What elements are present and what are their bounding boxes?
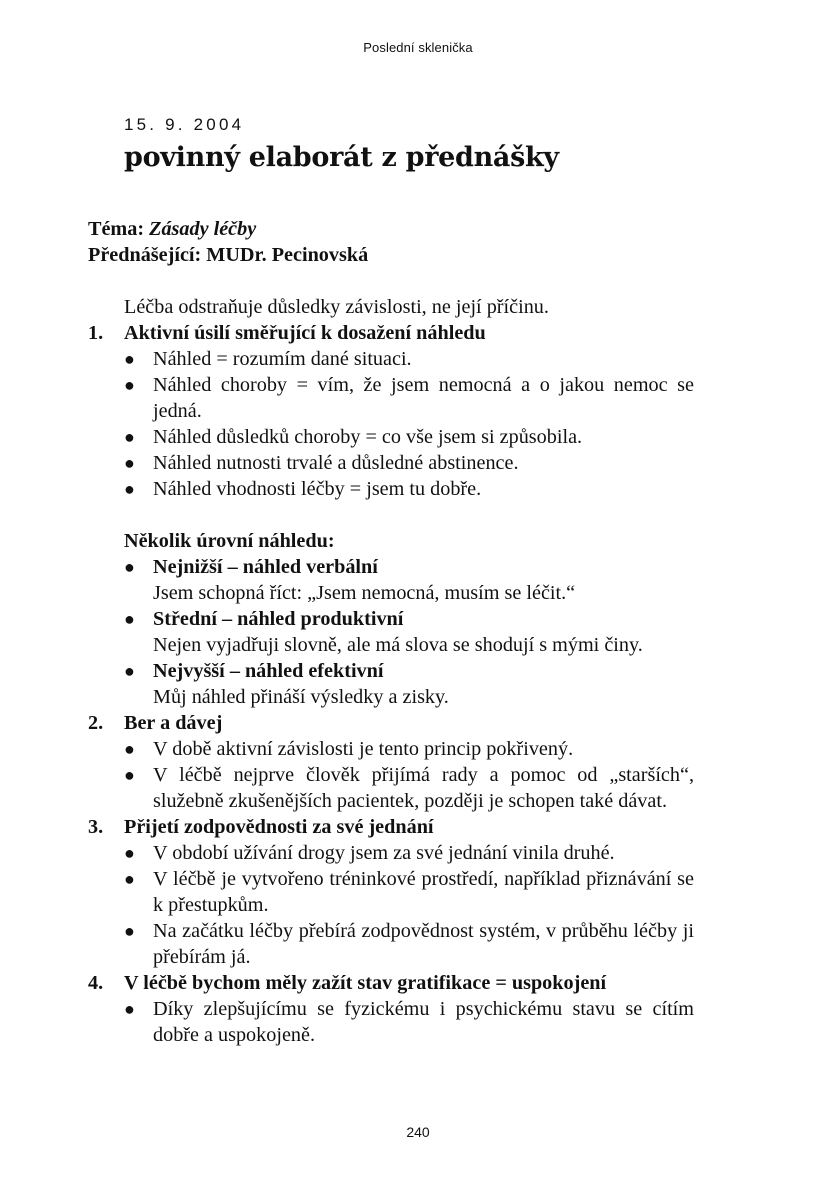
bullet-icon: ● bbox=[124, 661, 135, 681]
list-item bbox=[88, 736, 694, 762]
bullet-icon: ● bbox=[124, 999, 135, 1019]
bullet-icon: ● bbox=[124, 843, 135, 863]
level-name: Nejvyšší – náhled efektivní bbox=[153, 660, 384, 682]
list-item bbox=[88, 346, 694, 372]
list-item-text: Náhled nutnosti trvalé a důsledné abstinence. bbox=[153, 452, 519, 474]
entry-title: povinný elaborát z přednášky bbox=[124, 142, 559, 173]
topic-line bbox=[88, 216, 694, 242]
section-title: Přijetí zodpovědnosti za své jednání bbox=[124, 816, 434, 838]
list-item bbox=[88, 372, 694, 424]
level-name: Nejnižší – náhled verbální bbox=[153, 556, 378, 578]
level-name: Střední – náhled produktivní bbox=[153, 608, 404, 630]
list-item-text: V léčbě je vytvořeno tréninkové prostředí, například přiznávání se k přestupkům. bbox=[153, 868, 694, 916]
section-heading bbox=[88, 814, 694, 840]
section-heading bbox=[88, 710, 694, 736]
section-number: 1. bbox=[88, 322, 104, 344]
list-item-text: Díky zlepšujícímu se fyzickému i psychickému stavu se cítím dobře a uspokojeně. bbox=[153, 998, 694, 1046]
level-description: Můj náhled přináší výsledky a zisky. bbox=[153, 686, 449, 708]
level-description: Jsem schopná říct: „Jsem nemocná, musím se léčit.“ bbox=[153, 582, 576, 604]
bullet-icon: ● bbox=[124, 453, 135, 473]
level-item bbox=[88, 554, 694, 580]
section-heading bbox=[88, 320, 694, 346]
bullet-icon: ● bbox=[124, 609, 135, 629]
lecturer-line bbox=[88, 242, 694, 268]
list-item-text: V období užívání drogy jsem za své jednání vinila druhé. bbox=[153, 842, 615, 864]
intro-paragraph: Léčba odstraňuje důsledky závislosti, ne její příčinu. bbox=[124, 296, 549, 318]
list-item bbox=[88, 840, 694, 866]
list-item-text: Náhled důsledků choroby = co vše jsem si způsobila. bbox=[153, 426, 583, 448]
section-title: Ber a dávej bbox=[124, 712, 223, 734]
section-title: Aktivní úsilí směřující k dosažení náhledu bbox=[124, 322, 486, 344]
list-item bbox=[88, 476, 694, 502]
bullet-icon: ● bbox=[124, 739, 135, 759]
bullet-icon: ● bbox=[124, 349, 135, 369]
page-number: 240 bbox=[406, 1124, 430, 1140]
subsection-heading: Několik úrovní náhledu: bbox=[124, 530, 335, 552]
list-item bbox=[88, 450, 694, 476]
section-number: 2. bbox=[88, 712, 104, 734]
section-number: 3. bbox=[88, 816, 104, 838]
level-description: Nejen vyjadřuji slovně, ale má slova se shodují s mými činy. bbox=[153, 634, 643, 656]
bullet-icon: ● bbox=[124, 557, 135, 577]
list-item-text: Náhled = rozumím dané situaci. bbox=[153, 348, 412, 370]
bullet-icon: ● bbox=[124, 765, 135, 785]
section-title: V léčbě bychom měly zažít stav gratifikace = uspokojení bbox=[124, 972, 607, 994]
bullet-icon: ● bbox=[124, 479, 135, 499]
list-item bbox=[88, 866, 694, 918]
bullet-icon: ● bbox=[124, 921, 135, 941]
topic-label: Téma: bbox=[88, 218, 145, 240]
bullet-icon: ● bbox=[124, 869, 135, 889]
list-item-text: V léčbě nejprve člověk přijímá rady a pomoc od „starších“, služebně zkušenějších pacientek, později je schopen také dávat. bbox=[153, 764, 694, 812]
list-item bbox=[88, 918, 694, 970]
bullet-icon: ● bbox=[124, 375, 135, 395]
lecturer-label: Přednášející: bbox=[88, 244, 202, 266]
section-number: 4. bbox=[88, 972, 104, 994]
list-item bbox=[88, 424, 694, 450]
topic-value: Zásady léčby bbox=[149, 218, 257, 240]
lecturer-value: MUDr. Pecinovská bbox=[206, 244, 369, 266]
level-item bbox=[88, 606, 694, 632]
list-item-text: V době aktivní závislosti je tento princip pokřivený. bbox=[153, 738, 574, 760]
list-item-text: Na začátku léčby přebírá zodpovědnost systém, v průběhu léčby ji přebírám já. bbox=[153, 920, 694, 968]
list-item-text: Náhled vhodnosti léčby = jsem tu dobře. bbox=[153, 478, 482, 500]
list-item bbox=[88, 762, 694, 814]
bullet-icon: ● bbox=[124, 427, 135, 447]
level-item bbox=[88, 658, 694, 684]
running-head-title: Poslední sklenička bbox=[363, 40, 473, 55]
entry-date: 15. 9. 2004 bbox=[124, 115, 245, 134]
list-item bbox=[88, 996, 694, 1048]
document-body bbox=[88, 216, 694, 1048]
list-item-text: Náhled choroby = vím, že jsem nemocná a o jakou nemoc se jedná. bbox=[153, 374, 694, 422]
section-heading bbox=[88, 970, 694, 996]
